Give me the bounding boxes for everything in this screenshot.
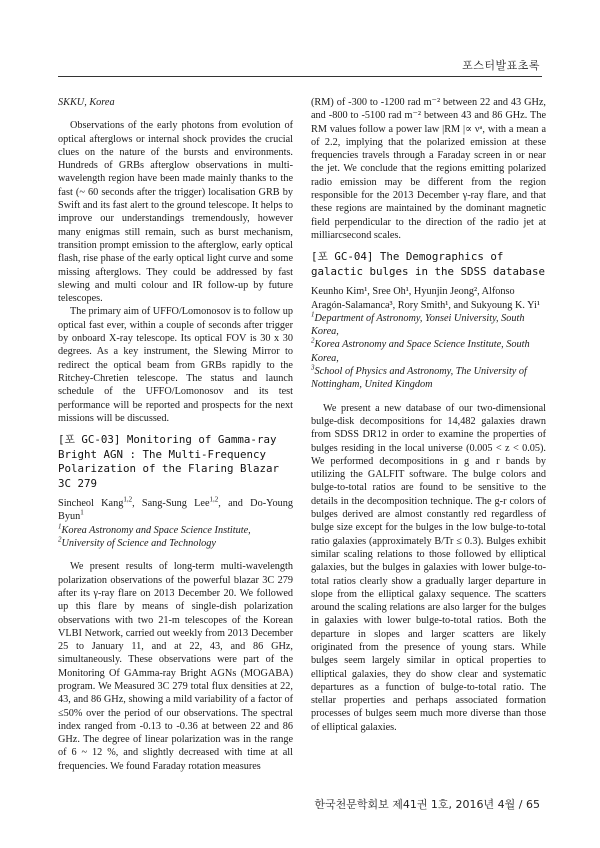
gc04-aff2-text: Korea Astronomy and Space Science Institute, South Korea, — [311, 339, 530, 364]
gc04-affiliation-2 — [311, 338, 546, 365]
gc03-aff2-sup: 2 — [58, 535, 62, 544]
left-column — [58, 96, 293, 773]
gc03-authors — [58, 497, 293, 524]
abstract-paragraph-2: The primary aim of UFFO/Lomonosov is to follow up optical fast ever, within a couple of seconds after trigger by onboard X-ray telescope. Its optical FOV is 30 x 30 degrees. As a key instrument, the Slewing Mirror to redirect the optical beam from GRBs rapidly to the Ritchey-Chretien telescope. The status and launch schedule of the UFFO/Lomonosov and its test performance will be reported and prospects for the next missions will be discussed. — [58, 306, 293, 424]
author-kang: Sincheol Kang — [58, 498, 124, 510]
author-kang-sup: 1,2 — [123, 495, 133, 504]
affiliation-top: SKKU, Korea — [58, 97, 115, 108]
gc04-affiliation-3 — [311, 365, 546, 392]
gc03-body-continued: (RM) of -300 to -1200 rad m⁻² between 22 and 43 GHz, and -800 to -5100 rad m⁻² between 43 and 86 GHz. The RM values follow a power law |RM |∝ νᵃ, with a mean a of 2.2, implying that the polarized emission at these frequencies travels through a Faraday screen in or near the jet. We conclude that the regions emitting polarized radio emission may be different from the region responsible for the 2013 December γ-ray flare, and that these regions are maintained by the dominant magnetic field perpendicular to the direction of the radio jet at milliarcsecond scales. — [311, 97, 546, 241]
author-lee: , Sang-Sung Lee — [132, 498, 210, 510]
author-byun: , and Do-Young Byun — [58, 498, 293, 523]
header-divider — [58, 76, 542, 77]
gc03-affiliation-2 — [58, 537, 293, 550]
gc03-affiliation-1 — [58, 524, 293, 537]
gc04-authors: Keunho Kim¹, Sree Oh¹, Hyunjin Jeong², Alfonso Aragón-Salamanca³, Rory Smith¹, and Sukyoung K. Yi¹ — [311, 286, 540, 311]
gc04-aff3-text: School of Physics and Astronomy, The University of Nottingham, United Kingdom — [311, 366, 527, 391]
gc03-aff1-sup: 1 — [58, 522, 62, 531]
author-lee-sup: 1,2 — [209, 495, 219, 504]
gc04-aff3-sup: 3 — [311, 363, 315, 372]
gc03-aff2-text: University of Science and Technology — [61, 538, 216, 550]
gc04-affiliation-1 — [311, 312, 546, 339]
gc04-title: [포 GC-04] The Demographics of galactic bulges in the SDSS database — [311, 250, 546, 278]
gc04-aff1-text: Department of Astronomy, Yonsei University, South Korea, — [311, 312, 525, 338]
section-header: 포스터발표초록 — [462, 59, 540, 72]
gc04-aff2-sup: 2 — [311, 337, 315, 346]
gc04-body: We present a new database of our two-dimensional bulge-disk decompositions for 14,482 galaxies drawn from SDSS DR12 in order to examine the properties of bulges residing in the local universe (0.005 < z < 0.05). We performed decompositions in g and r bands by utilizing the GALFIT software. The bulge colors and bulge-to-total ratios are found to be sensitive to the details in the decomposition technique. The g-r colors of bulges derived are almost constantly red regardless of bulge size except for the bulges in the low bulge-to-total ratio galaxies (approximately B/Tr ≤ 0.3). Bulges exhibit similar scaling relations to those followed by elliptical galaxies, but the bulges in galaxies with lower bulge-to-total ratios clearly show a gradually larger departure in slope from the elliptical galaxy sequence. The scatters around the scaling relations are also larger for the bulges in galaxies with lower bulge-to-total ratios. Both the departure in slopes and larger scatters are likely originated from the presence of young stars. While bulges seem largely similar in optical properties to elliptical galaxies, they do show clear and systematic departures as a function of bulge-to-total ratio. The stellar properties and perhaps associated formation processes of bulges seem much more diverse than those of elliptical galaxies. — [311, 402, 546, 733]
gc03-body: We present results of long-term multi-wavelength polarization observations of the powerful blazar 3C 279 after its γ-ray flare on 2013 December 20. We followed up this flare by means of single-dish polarization observations with two 21-m telescopes of the Korean VLBI Network, carried out weekly from 2013 December 25 to January 11, and at 22, 43, and 86 GHz, simultaneously. These observations were part of the Monitoring Of GAmma-ray Bright AGNs (MOGABA) program. We Measured 3C 279 total flux densities at 22, 43, and 86 GHz, showing a mild variability of a factor of ≤50% over the period of our observations. The spectral index ranged from -0.13 to -0.36 at between 22 and 86 GHz. The degree of linear polarization was in the range of 6 ~ 12 %, and slightly decreased with time at all frequencies. We found Faraday rotation measures — [58, 561, 293, 772]
page-footer: 한국천문학회보 제41권 1호, 2016년 4월 / 65 — [314, 798, 540, 811]
abstract-paragraph-1: Observations of the early photons from evolution of optical afterglows or internal shock provides the crucial clues on the nature of the bursts and environments. Hundreds of GRBs afterglow observations in multi-wavelength region have been made mainly thanks to the fast (~ 60 seconds after the trigger) localisation GRB by Swift and its fast alert to the ground telescope. It helps to improve our understandings tremendously, however many enigmas still remain, such as burst mechanism, transition prompt emission to the afterglow, early optical flash, rise phase of the early optical light curve and some missing afterglows. They could be addressed by fast slewing and multi colour and IR follow-up by future telescopes. — [58, 120, 293, 305]
gc03-aff1-text: Korea Astronomy and Space Science Institute, — [61, 524, 251, 536]
author-byun-sup: 1 — [80, 509, 84, 518]
right-column — [311, 96, 546, 734]
gc03-title: [포 GC-03] Monitoring of Gamma-ray Bright AGN : The Multi-Frequency Polarization of the Flaring Blazar 3C 279 — [58, 433, 280, 490]
gc04-aff1-sup: 1 — [311, 310, 315, 319]
